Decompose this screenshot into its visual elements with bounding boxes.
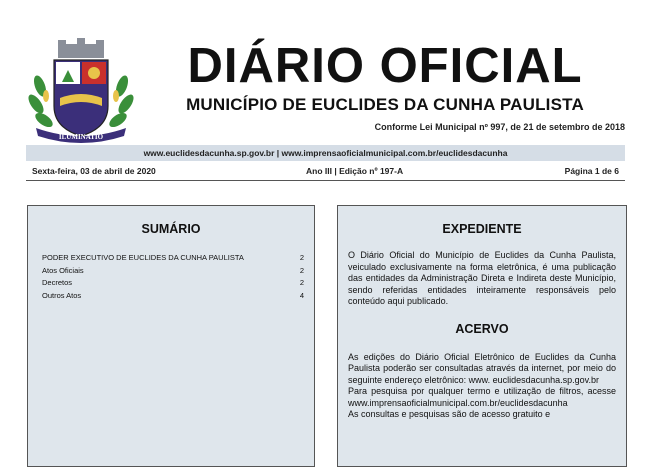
issue-date: Sexta-feira, 03 de abril de 2020 — [32, 166, 156, 176]
crest-ribbon-text: ILUMINATIO — [58, 133, 104, 141]
issue-info-bar — [26, 166, 625, 181]
acervo-title: ACERVO — [455, 321, 509, 336]
page-title: DIÁRIO OFICIAL — [187, 39, 583, 93]
coat-of-arms-icon — [26, 36, 136, 146]
acervo-paragraph-3: As consultas e pesquisas são de acesso gratuito e — [348, 409, 551, 419]
summary-list — [28, 252, 314, 302]
summary-item-label: PODER EXECUTIVO DE EUCLIDES DA CUNHA PAULISTA — [42, 253, 244, 262]
summary-item[interactable] — [42, 290, 304, 303]
summary-item-label: Outros Atos — [42, 290, 82, 300]
page-subtitle: MUNICÍPIO DE EUCLIDES DA CUNHA PAULISTA — [186, 95, 584, 114]
expediente-title: EXPEDIENTE — [442, 222, 522, 236]
summary-item-label: Atos Oficiais — [42, 265, 84, 275]
summary-item-page: 2 — [299, 265, 304, 275]
acervo-paragraph-2: Para pesquisa por qualquer termo e utilização de filtros, acesse www.imprensaoficialmunicipal.com.br/euclidesdacunha — [348, 386, 616, 408]
issue-edition: Ano III | Edição nº 197-A — [306, 166, 404, 176]
page-number: Página 1 de 6 — [564, 166, 619, 176]
expediente-panel — [337, 205, 627, 467]
summary-item[interactable] — [42, 265, 304, 278]
summary-title: SUMÁRIO — [141, 222, 201, 236]
acervo-text — [348, 352, 616, 421]
summary-panel — [27, 205, 315, 467]
law-reference: Conforme Lei Municipal nº 997, de 21 de setembro de 2018 — [374, 122, 625, 132]
summary-item-page: 2 — [299, 278, 304, 287]
summary-item-page: 2 — [299, 253, 304, 262]
summary-item-page: 4 — [299, 290, 304, 300]
url-bar[interactable]: www.euclidesdacunha.sp.gov.br | www.imprensaoficialmunicipal.com.br/euclidesdacunha — [26, 145, 625, 161]
acervo-paragraph-1: As edições do Diário Oficial Eletrônico de Euclides da Cunha Paulista poderão ser consultadas através da internet, por meio do seguinte endereço eletrônico: www. euclidesdacunha.sp.gov.br — [348, 351, 616, 385]
expediente-text: O Diário Oficial do Município de Euclides da Cunha Paulista, veiculado exclusivamente na forma eletrônica, é uma publicação das entidades da Administração Direta e Indireta deste Município, sendo referidas entidades inteiramente responsáveis pelo conteúdo aqui publicado. — [348, 250, 616, 306]
summary-item[interactable] — [42, 252, 304, 265]
summary-item[interactable] — [42, 277, 304, 290]
summary-item-label: Decretos — [42, 278, 73, 287]
